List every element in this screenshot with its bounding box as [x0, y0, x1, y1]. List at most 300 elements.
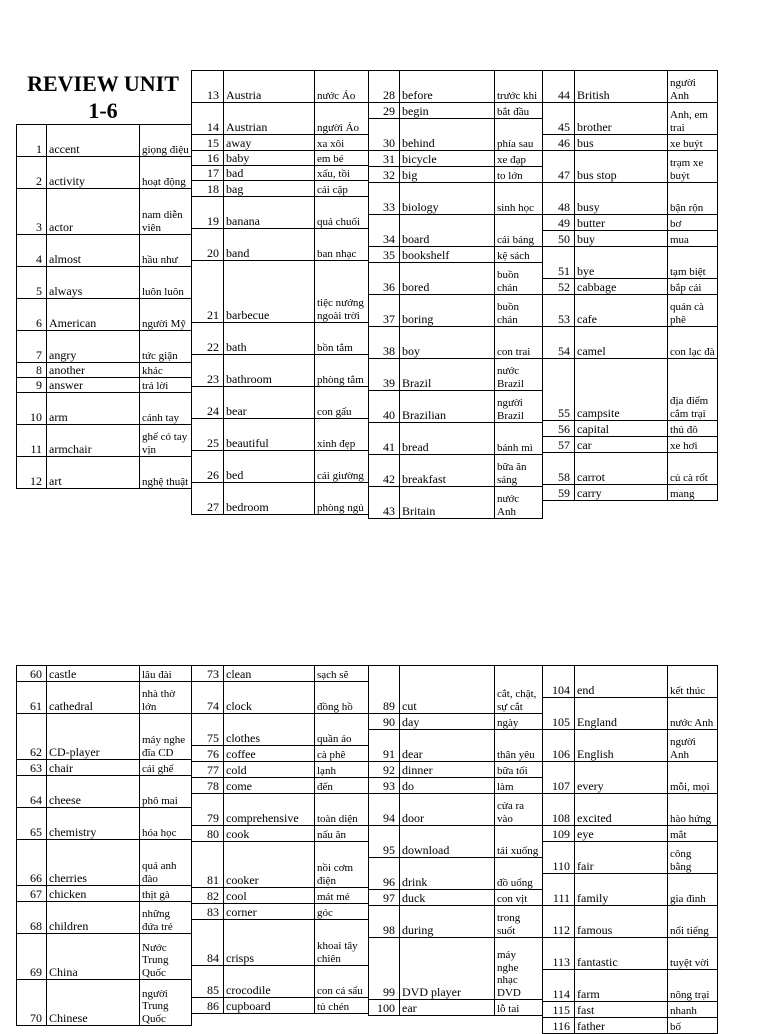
vocab-row	[369, 714, 543, 730]
vocab-row	[192, 666, 369, 682]
vietnamese-meaning: lạnh	[315, 762, 369, 778]
english-word: cheese	[47, 776, 140, 808]
vocab-row	[369, 890, 543, 906]
vietnamese-meaning: máy nghe đĩa CD	[140, 714, 192, 760]
vietnamese-meaning: buồn chán	[495, 263, 543, 295]
vocab-row	[17, 902, 192, 934]
vocab-row	[543, 1018, 718, 1034]
vocab-row	[369, 119, 543, 151]
vocab-row	[192, 888, 369, 904]
vocab-row	[192, 794, 369, 826]
vocab-row	[17, 425, 192, 457]
entry-number: 68	[17, 902, 47, 934]
entry-number: 48	[543, 183, 575, 215]
vocab-row	[192, 762, 369, 778]
entry-number: 77	[192, 762, 224, 778]
entry-number: 86	[192, 998, 224, 1014]
vocab-row	[17, 776, 192, 808]
vietnamese-meaning: quán cà phê	[668, 295, 718, 327]
vietnamese-meaning: xấu, tồi	[315, 166, 369, 181]
vocab-row	[192, 166, 369, 181]
vietnamese-meaning: kệ sách	[495, 247, 543, 263]
vietnamese-meaning: bố	[668, 1018, 718, 1034]
vocab-row	[369, 215, 543, 247]
entry-number: 29	[369, 103, 400, 119]
vietnamese-meaning: củ cà rốt	[668, 453, 718, 485]
entry-number: 110	[543, 842, 575, 874]
entry-number: 114	[543, 970, 575, 1002]
vietnamese-meaning: ban nhạc	[315, 229, 369, 261]
vietnamese-meaning: trong suốt	[495, 906, 543, 938]
vocab-row	[369, 327, 543, 359]
vocab-row	[17, 457, 192, 489]
english-word: before	[400, 71, 495, 103]
english-word: famous	[575, 906, 668, 938]
english-word: cut	[400, 666, 495, 714]
english-word: excited	[575, 794, 668, 826]
entry-number: 66	[17, 840, 47, 886]
entry-number: 113	[543, 938, 575, 970]
entry-number: 109	[543, 826, 575, 842]
vocab-row	[192, 323, 369, 355]
vietnamese-meaning: nghệ thuật	[140, 457, 192, 489]
entry-number: 2	[17, 157, 47, 189]
vocab-row	[17, 331, 192, 363]
vocab-row	[192, 355, 369, 387]
vietnamese-meaning: nhà thờ lớn	[140, 682, 192, 714]
vocab-row	[192, 261, 369, 323]
english-word: CD-player	[47, 714, 140, 760]
vietnamese-meaning: bắp cải	[668, 279, 718, 295]
vietnamese-meaning: lâu đài	[140, 666, 192, 682]
entry-number: 35	[369, 247, 400, 263]
english-word: castle	[47, 666, 140, 682]
english-word: bed	[224, 451, 315, 483]
entry-number: 92	[369, 762, 400, 778]
english-word: bored	[400, 263, 495, 295]
vietnamese-meaning: người Áo	[315, 103, 369, 135]
entry-number: 83	[192, 904, 224, 920]
entry-number: 111	[543, 874, 575, 906]
vocab-row	[543, 295, 718, 327]
vietnamese-meaning: người Trung Quốc	[140, 980, 192, 1026]
vietnamese-meaning: bắt đầu	[495, 103, 543, 119]
vocab-row	[369, 1000, 543, 1016]
vietnamese-meaning: trả lời	[140, 378, 192, 393]
entry-number: 85	[192, 966, 224, 998]
vocab-row	[543, 938, 718, 970]
vocab-table-units-7	[368, 665, 543, 1016]
vietnamese-meaning: đến	[315, 778, 369, 794]
entry-number: 32	[369, 167, 400, 183]
english-word: armchair	[47, 425, 140, 457]
english-word: cathedral	[47, 682, 140, 714]
english-word: chicken	[47, 886, 140, 902]
vocab-table-units-5	[16, 665, 192, 1026]
vocab-row	[369, 295, 543, 327]
vietnamese-meaning: con cá sấu	[315, 966, 369, 998]
english-word: door	[400, 794, 495, 826]
entry-number: 75	[192, 714, 224, 746]
english-word: clock	[224, 682, 315, 714]
entry-number: 47	[543, 151, 575, 183]
english-word: arm	[47, 393, 140, 425]
vocab-row	[369, 103, 543, 119]
vocab-row	[543, 762, 718, 794]
vocab-row	[543, 151, 718, 183]
vietnamese-meaning: đồng hồ	[315, 682, 369, 714]
entry-number: 99	[369, 938, 400, 1000]
vietnamese-meaning: phô mai	[140, 776, 192, 808]
english-word: ear	[400, 1000, 495, 1016]
english-word: cooker	[224, 842, 315, 888]
vocab-row	[17, 299, 192, 331]
english-word: crisps	[224, 920, 315, 966]
english-word: behind	[400, 119, 495, 151]
entry-number: 63	[17, 760, 47, 776]
english-word: bus stop	[575, 151, 668, 183]
english-word: activity	[47, 157, 140, 189]
vocab-row	[192, 966, 369, 998]
vocab-row	[543, 698, 718, 730]
entry-number: 59	[543, 485, 575, 501]
vietnamese-meaning: cái giường	[315, 451, 369, 483]
english-word: bus	[575, 135, 668, 151]
entry-number: 65	[17, 808, 47, 840]
entry-number: 11	[17, 425, 47, 457]
vocab-row	[17, 363, 192, 378]
entry-number: 8	[17, 363, 47, 378]
english-word: children	[47, 902, 140, 934]
english-word: always	[47, 267, 140, 299]
english-word: carrot	[575, 453, 668, 485]
english-word: art	[47, 457, 140, 489]
entry-number: 116	[543, 1018, 575, 1034]
vocab-table-units-2	[191, 70, 369, 515]
english-word: cabbage	[575, 279, 668, 295]
english-word: fantastic	[575, 938, 668, 970]
english-word: during	[400, 906, 495, 938]
entry-number: 14	[192, 103, 224, 135]
entry-number: 30	[369, 119, 400, 151]
entry-number: 89	[369, 666, 400, 714]
vietnamese-meaning: công bằng	[668, 842, 718, 874]
vocab-row	[369, 858, 543, 890]
entry-number: 81	[192, 842, 224, 888]
vocab-row	[17, 760, 192, 776]
vocab-row	[543, 327, 718, 359]
entry-number: 56	[543, 421, 575, 437]
entry-number: 51	[543, 247, 575, 279]
vocab-row	[192, 419, 369, 451]
entry-number: 44	[543, 71, 575, 103]
vocab-row	[17, 666, 192, 682]
vietnamese-meaning: địa điểm cắm trại	[668, 359, 718, 421]
english-word: chemistry	[47, 808, 140, 840]
english-word: family	[575, 874, 668, 906]
vietnamese-meaning: tiệc nướng ngoài trời	[315, 261, 369, 323]
entry-number: 57	[543, 437, 575, 453]
vietnamese-meaning: kết thúc	[668, 666, 718, 698]
entry-number: 34	[369, 215, 400, 247]
vocab-row	[543, 359, 718, 421]
vietnamese-meaning: mắt	[668, 826, 718, 842]
vocab-row	[17, 393, 192, 425]
vietnamese-meaning: nước Anh	[495, 487, 543, 519]
vocab-row	[192, 103, 369, 135]
vietnamese-meaning: người Brazil	[495, 391, 543, 423]
entry-number: 49	[543, 215, 575, 231]
vocab-row	[192, 920, 369, 966]
vietnamese-meaning: hầu như	[140, 235, 192, 267]
entry-number: 5	[17, 267, 47, 299]
english-word: farm	[575, 970, 668, 1002]
vocab-table-units-3	[368, 70, 543, 519]
vietnamese-meaning: tức giận	[140, 331, 192, 363]
vocab-row	[17, 157, 192, 189]
vietnamese-meaning: nhanh	[668, 1002, 718, 1018]
vietnamese-meaning: người Anh	[668, 71, 718, 103]
vocab-row	[192, 135, 369, 151]
vocab-row	[369, 455, 543, 487]
vietnamese-meaning: bánh mì	[495, 423, 543, 455]
vocab-row	[543, 826, 718, 842]
vietnamese-meaning: bận rộn	[668, 183, 718, 215]
entry-number: 31	[369, 151, 400, 167]
english-word: bathroom	[224, 355, 315, 387]
vocab-row	[192, 746, 369, 762]
vietnamese-meaning: bơ	[668, 215, 718, 231]
english-word: crocodile	[224, 966, 315, 998]
vocab-row	[17, 934, 192, 980]
english-word: cupboard	[224, 998, 315, 1014]
vocab-row	[192, 842, 369, 888]
vietnamese-meaning: con trai	[495, 327, 543, 359]
english-word: chair	[47, 760, 140, 776]
entry-number: 106	[543, 730, 575, 762]
english-word: Chinese	[47, 980, 140, 1026]
vocab-row	[17, 714, 192, 760]
english-word: cherries	[47, 840, 140, 886]
entry-number: 96	[369, 858, 400, 890]
english-word: butter	[575, 215, 668, 231]
page-title	[16, 70, 190, 124]
entry-number: 115	[543, 1002, 575, 1018]
vietnamese-meaning: thủ đô	[668, 421, 718, 437]
vocab-row	[543, 485, 718, 501]
vocab-row	[369, 151, 543, 167]
vocab-row	[369, 167, 543, 183]
english-word: cook	[224, 826, 315, 842]
vietnamese-meaning: phòng tắm	[315, 355, 369, 387]
vocab-row	[543, 453, 718, 485]
vietnamese-meaning: cái cặp	[315, 181, 369, 197]
vocab-row	[17, 980, 192, 1026]
entry-number: 6	[17, 299, 47, 331]
vocab-row	[17, 267, 192, 299]
entry-number: 9	[17, 378, 47, 393]
entry-number: 50	[543, 231, 575, 247]
vocab-row	[543, 666, 718, 698]
entry-number: 64	[17, 776, 47, 808]
vocab-row	[543, 247, 718, 279]
vocab-row	[369, 247, 543, 263]
entry-number: 41	[369, 423, 400, 455]
vocab-row	[192, 904, 369, 920]
entry-number: 79	[192, 794, 224, 826]
english-word: England	[575, 698, 668, 730]
vocab-row	[192, 151, 369, 166]
entry-number: 67	[17, 886, 47, 902]
english-word: accent	[47, 125, 140, 157]
vietnamese-meaning: làm	[495, 778, 543, 794]
english-word: brother	[575, 103, 668, 135]
vietnamese-meaning: giọng điệu	[140, 125, 192, 157]
vietnamese-meaning: mát mẻ	[315, 888, 369, 904]
vocab-row	[369, 71, 543, 103]
entry-number: 80	[192, 826, 224, 842]
entry-number: 24	[192, 387, 224, 419]
entry-number: 62	[17, 714, 47, 760]
entry-number: 13	[192, 71, 224, 103]
vocab-row	[369, 423, 543, 455]
vietnamese-meaning: quần áo	[315, 714, 369, 746]
vietnamese-meaning: bồn tắm	[315, 323, 369, 355]
entry-number: 22	[192, 323, 224, 355]
vietnamese-meaning: em bé	[315, 151, 369, 166]
english-word: bicycle	[400, 151, 495, 167]
english-word: away	[224, 135, 315, 151]
english-word: British	[575, 71, 668, 103]
english-word: bag	[224, 181, 315, 197]
entry-number: 53	[543, 295, 575, 327]
entry-number: 18	[192, 181, 224, 197]
entry-number: 28	[369, 71, 400, 103]
english-word: eye	[575, 826, 668, 842]
vietnamese-meaning: thịt gà	[140, 886, 192, 902]
entry-number: 15	[192, 135, 224, 151]
entry-number: 97	[369, 890, 400, 906]
entry-number: 3	[17, 189, 47, 235]
english-word: beautiful	[224, 419, 315, 451]
english-word: banana	[224, 197, 315, 229]
entry-number: 61	[17, 682, 47, 714]
vietnamese-meaning: khác	[140, 363, 192, 378]
vocab-row	[192, 71, 369, 103]
entry-number: 95	[369, 826, 400, 858]
vocab-row	[192, 181, 369, 197]
english-word: DVD player	[400, 938, 495, 1000]
entry-number: 37	[369, 295, 400, 327]
english-word: band	[224, 229, 315, 261]
vietnamese-meaning: ghế có tay vịn	[140, 425, 192, 457]
entry-number: 107	[543, 762, 575, 794]
entry-number: 73	[192, 666, 224, 682]
entry-number: 90	[369, 714, 400, 730]
english-word: carry	[575, 485, 668, 501]
vietnamese-meaning: phía sau	[495, 119, 543, 151]
english-word: English	[575, 730, 668, 762]
entry-number: 12	[17, 457, 47, 489]
vocab-table-units-1	[16, 124, 192, 489]
vocab-row	[192, 682, 369, 714]
english-word: begin	[400, 103, 495, 119]
vocab-row	[17, 378, 192, 393]
vocab-row	[17, 125, 192, 157]
vietnamese-meaning: nổi tiếng	[668, 906, 718, 938]
vietnamese-meaning: mỗi, mọi	[668, 762, 718, 794]
vietnamese-meaning: nước Brazil	[495, 359, 543, 391]
english-word: Austrian	[224, 103, 315, 135]
vietnamese-meaning: xe hơi	[668, 437, 718, 453]
english-word: fair	[575, 842, 668, 874]
vietnamese-meaning: sinh học	[495, 183, 543, 215]
vietnamese-meaning: người Mỹ	[140, 299, 192, 331]
english-word: bye	[575, 247, 668, 279]
english-word: biology	[400, 183, 495, 215]
english-word: campsite	[575, 359, 668, 421]
entry-number: 21	[192, 261, 224, 323]
english-word: dear	[400, 730, 495, 762]
english-word: every	[575, 762, 668, 794]
english-word: download	[400, 826, 495, 858]
entry-number: 52	[543, 279, 575, 295]
entry-number: 54	[543, 327, 575, 359]
entry-number: 36	[369, 263, 400, 295]
vocab-row	[543, 874, 718, 906]
vietnamese-meaning: góc	[315, 904, 369, 920]
entry-number: 4	[17, 235, 47, 267]
vocab-row	[543, 183, 718, 215]
vocab-row	[369, 778, 543, 794]
vocab-row	[369, 359, 543, 391]
vietnamese-meaning: trạm xe buýt	[668, 151, 718, 183]
entry-number: 108	[543, 794, 575, 826]
vocab-row	[543, 730, 718, 762]
entry-number: 46	[543, 135, 575, 151]
entry-number: 43	[369, 487, 400, 519]
vietnamese-meaning: quả chuối	[315, 197, 369, 229]
entry-number: 27	[192, 483, 224, 515]
english-word: barbecue	[224, 261, 315, 323]
english-word: board	[400, 215, 495, 247]
english-word: bedroom	[224, 483, 315, 515]
entry-number: 38	[369, 327, 400, 359]
english-word: corner	[224, 904, 315, 920]
english-word: Britain	[400, 487, 495, 519]
entry-number: 1	[17, 125, 47, 157]
vietnamese-meaning: gia đình	[668, 874, 718, 906]
english-word: end	[575, 666, 668, 698]
vocab-row	[369, 794, 543, 826]
english-word: do	[400, 778, 495, 794]
vietnamese-meaning: cái bảng	[495, 215, 543, 247]
vietnamese-meaning: to lớn	[495, 167, 543, 183]
entry-number: 7	[17, 331, 47, 363]
vietnamese-meaning: con lạc đà	[668, 327, 718, 359]
vietnamese-meaning: tủ chén	[315, 998, 369, 1014]
vietnamese-meaning: luôn luôn	[140, 267, 192, 299]
english-word: baby	[224, 151, 315, 166]
english-word: car	[575, 437, 668, 453]
entry-number: 55	[543, 359, 575, 421]
vocab-row	[369, 391, 543, 423]
vietnamese-meaning: mang	[668, 485, 718, 501]
entry-number: 104	[543, 666, 575, 698]
vietnamese-meaning: con vịt	[495, 890, 543, 906]
vocab-row	[192, 826, 369, 842]
vietnamese-meaning: nước Anh	[668, 698, 718, 730]
